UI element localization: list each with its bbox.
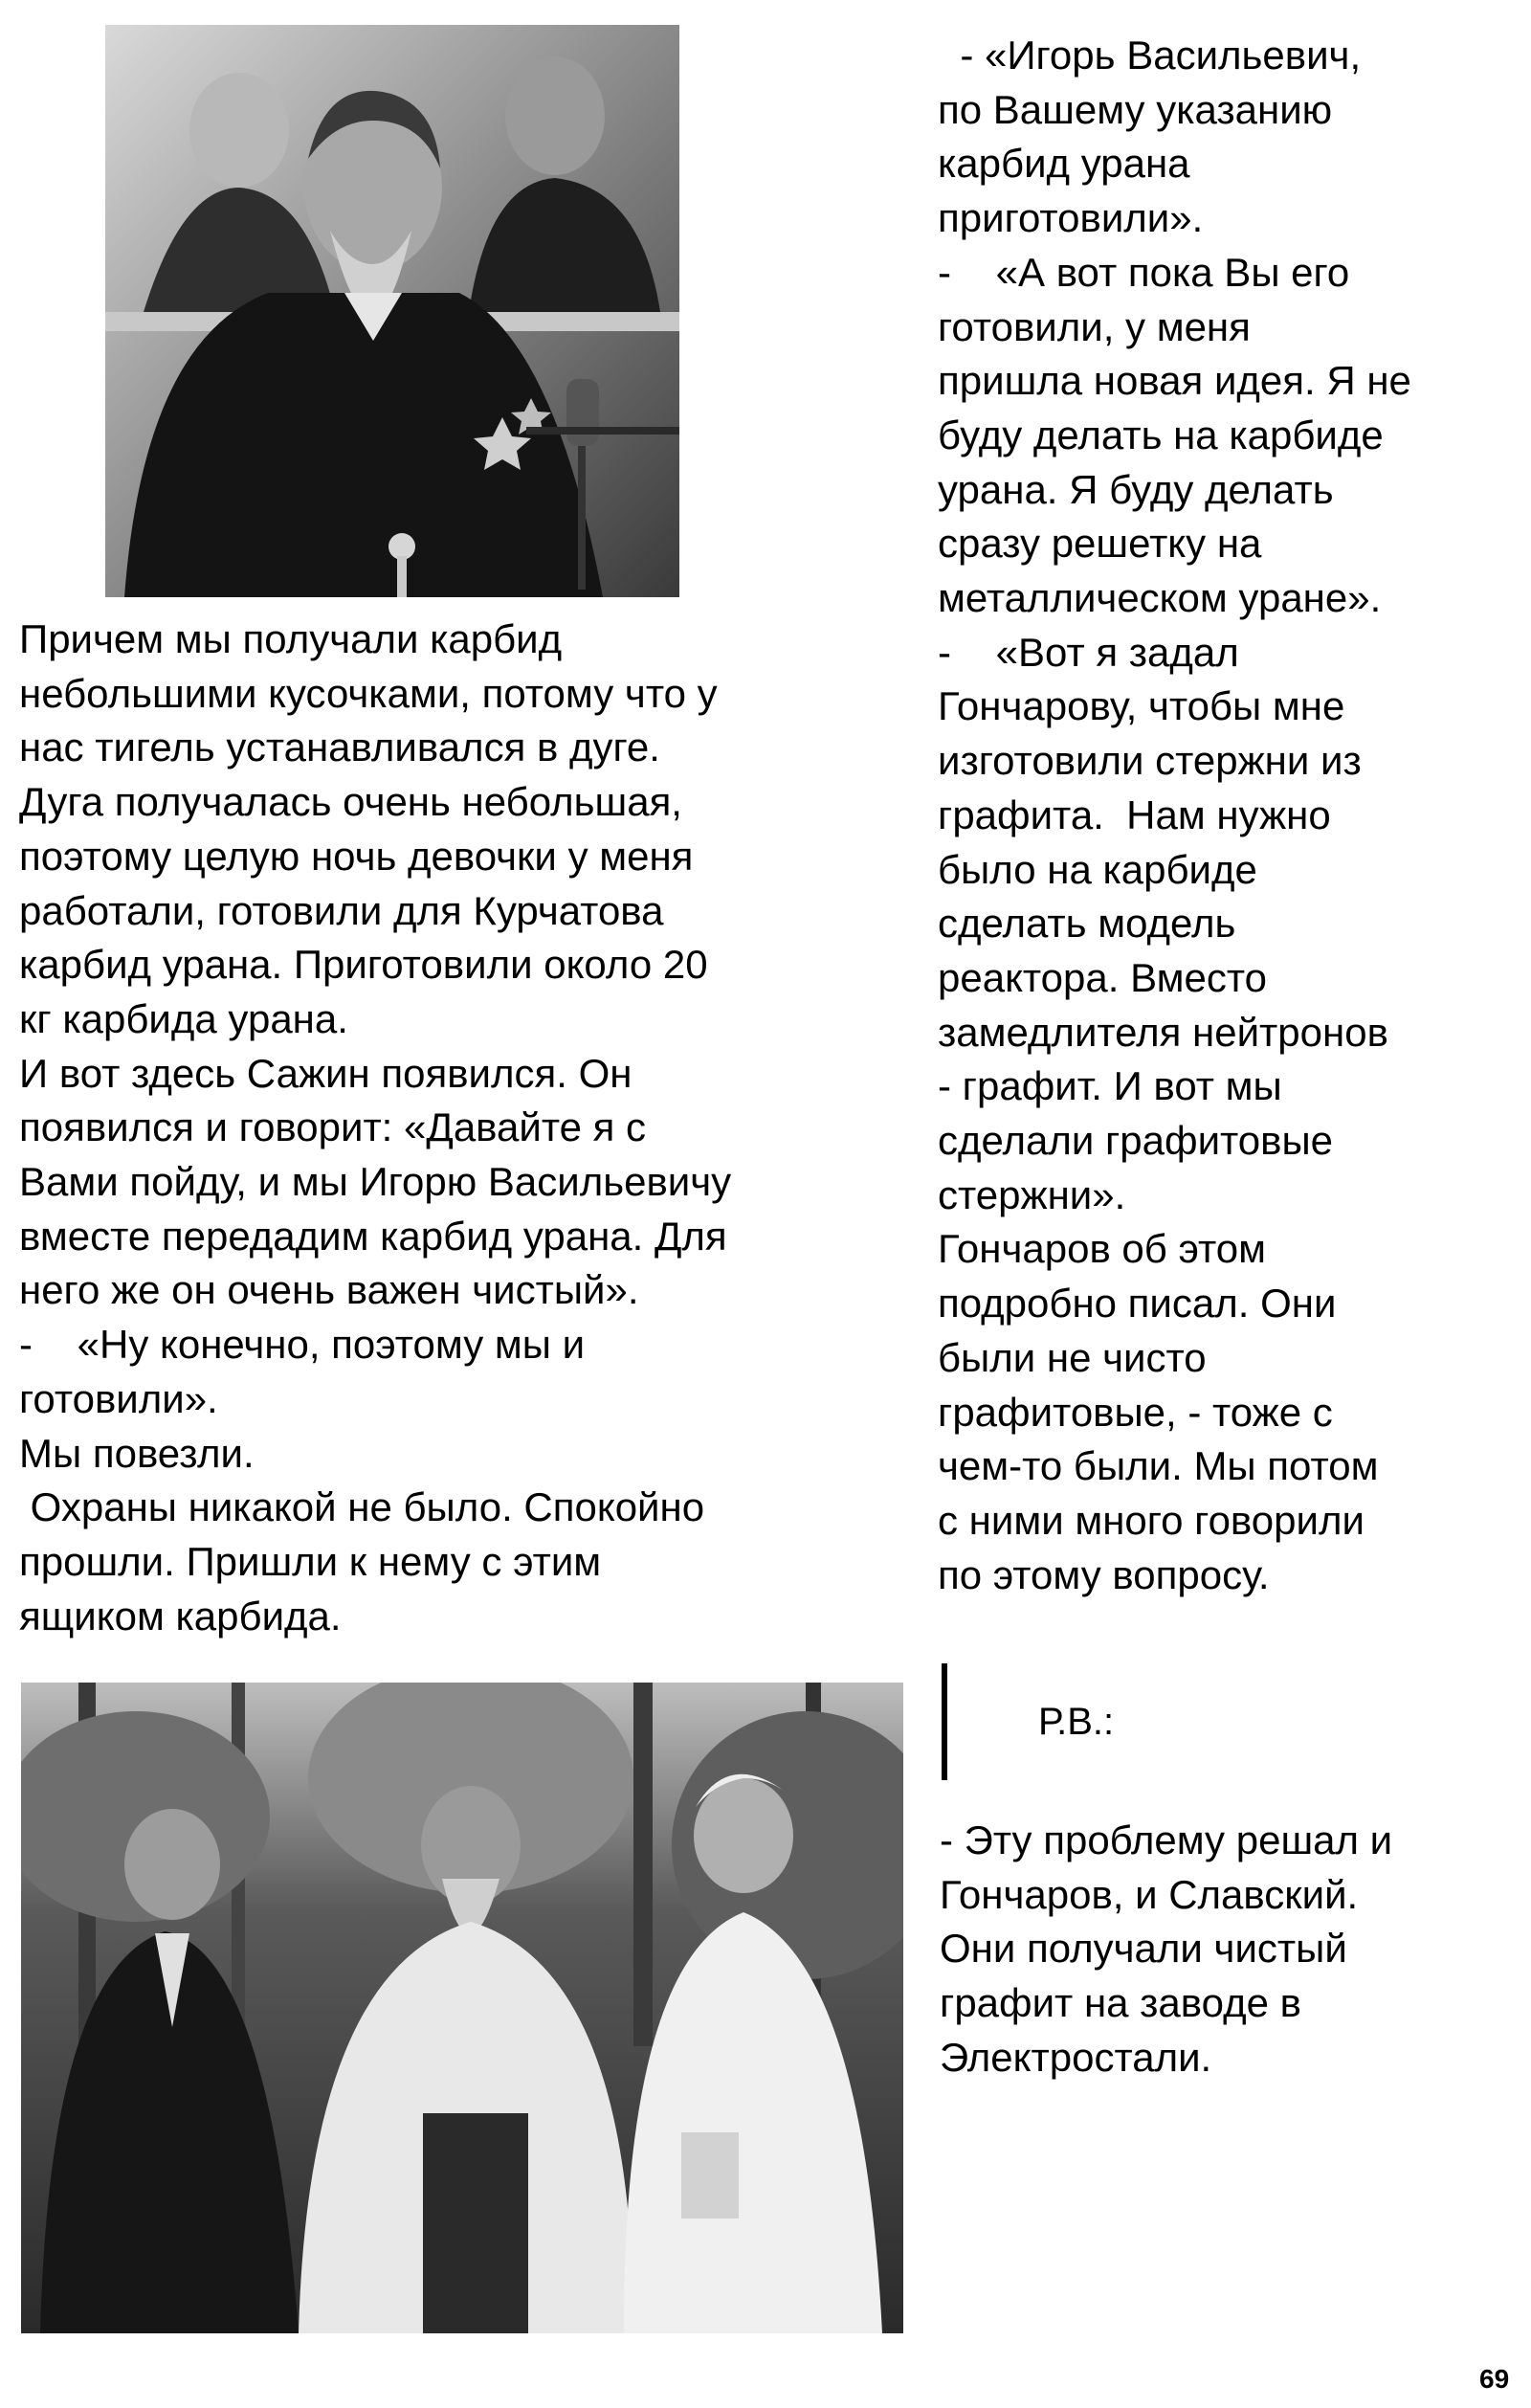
text-line: сразу решетку на: [938, 521, 1262, 567]
text-line: урана. Я буду делать: [938, 466, 1334, 512]
text-line: сделали графитовые: [938, 1118, 1334, 1164]
text-line: чем-то были. Мы потом: [938, 1443, 1379, 1489]
text-line: Причем мы получали карбид: [19, 616, 563, 661]
text-line: были не чисто: [938, 1334, 1207, 1380]
right-column-text: [938, 29, 1411, 1602]
text-line: ящиком карбида.: [19, 1593, 342, 1639]
text-line: готовили».: [19, 1375, 218, 1421]
text-line: - графит. И вот мы: [938, 1063, 1282, 1109]
section-marker-bar: [942, 1663, 947, 1780]
text-line: Гончарову, чтобы мне: [938, 683, 1345, 729]
text-line: карбид урана: [938, 141, 1190, 187]
group-photo: [21, 1683, 903, 2333]
text-line: Электростали.: [940, 2034, 1212, 2080]
text-line: поэтому целую ночь девочки у меня: [19, 833, 694, 879]
text-line: работали, готовили для Курчатова: [19, 887, 664, 933]
speaker-label: Р.В.:: [1038, 1701, 1115, 1743]
text-line: металлическом уране».: [938, 575, 1382, 621]
text-line: изготовили стержни из: [938, 738, 1362, 784]
text-line: - «Ну конечно, поэтому мы и: [19, 1322, 586, 1368]
left-column-text: [19, 613, 731, 1643]
text-line: с ними много говорили: [938, 1497, 1365, 1543]
text-line: Гончаров, и Славский.: [940, 1871, 1359, 1917]
text-line: вместе передадим карбид урана. Для: [19, 1213, 727, 1259]
text-line: Охраны никакой не было. Спокойно: [19, 1484, 705, 1530]
text-line: небольшими кусочками, потому что у: [19, 670, 718, 716]
text-line: Они получали чистый: [940, 1926, 1347, 1972]
text-line: подробно писал. Они: [938, 1281, 1337, 1327]
text-line: - «Вот я задал: [938, 629, 1239, 675]
text-line: графитовые, - тоже с: [938, 1389, 1333, 1435]
text-line: - Эту проблему решал и: [940, 1817, 1393, 1862]
text-line: по этому вопросу.: [938, 1551, 1270, 1597]
speaker-photo: [105, 25, 679, 597]
page-number: 69: [1479, 2364, 1510, 2394]
text-line: по Вашему указанию: [938, 86, 1333, 132]
text-line: сделать модель: [938, 901, 1236, 947]
text-line: готовили, у меня: [938, 303, 1251, 349]
rb-answer-text: [940, 1814, 1392, 2085]
text-line: нас тигель устанавливался в дуге.: [19, 725, 660, 770]
text-line: карбид урана. Приготовили около 20: [19, 942, 708, 988]
text-line: прошли. Пришли к нему с этим: [19, 1538, 602, 1584]
text-line: Мы повезли.: [19, 1430, 255, 1476]
text-line: - «Игорь Васильевич,: [938, 33, 1362, 78]
text-line: пришла новая идея. Я не: [938, 358, 1411, 404]
text-line: кг карбида урана.: [19, 995, 348, 1041]
text-line: И вот здесь Сажин появился. Он: [19, 1050, 632, 1096]
text-line: было на карбиде: [938, 846, 1257, 892]
text-line: буду делать на карбиде: [938, 412, 1384, 457]
text-line: Гончаров об этом: [938, 1226, 1267, 1272]
text-line: него же он очень важен чистый».: [19, 1267, 639, 1313]
text-line: графита. Нам нужно: [938, 792, 1331, 837]
text-line: графит на заводе в: [940, 1980, 1301, 2026]
text-line: приготовили».: [938, 195, 1204, 241]
text-line: появился и говорит: «Давайте я с: [19, 1104, 647, 1150]
text-line: стержни».: [938, 1171, 1126, 1217]
text-line: замедлителя нейтронов: [938, 1009, 1388, 1055]
text-line: - «А вот пока Вы его: [938, 249, 1350, 295]
text-line: Дуга получалась очень небольшая,: [19, 779, 682, 825]
text-line: Вами пойду, и мы Игорю Васильевичу: [19, 1159, 732, 1205]
text-line: реактора. Вместо: [938, 954, 1267, 1000]
